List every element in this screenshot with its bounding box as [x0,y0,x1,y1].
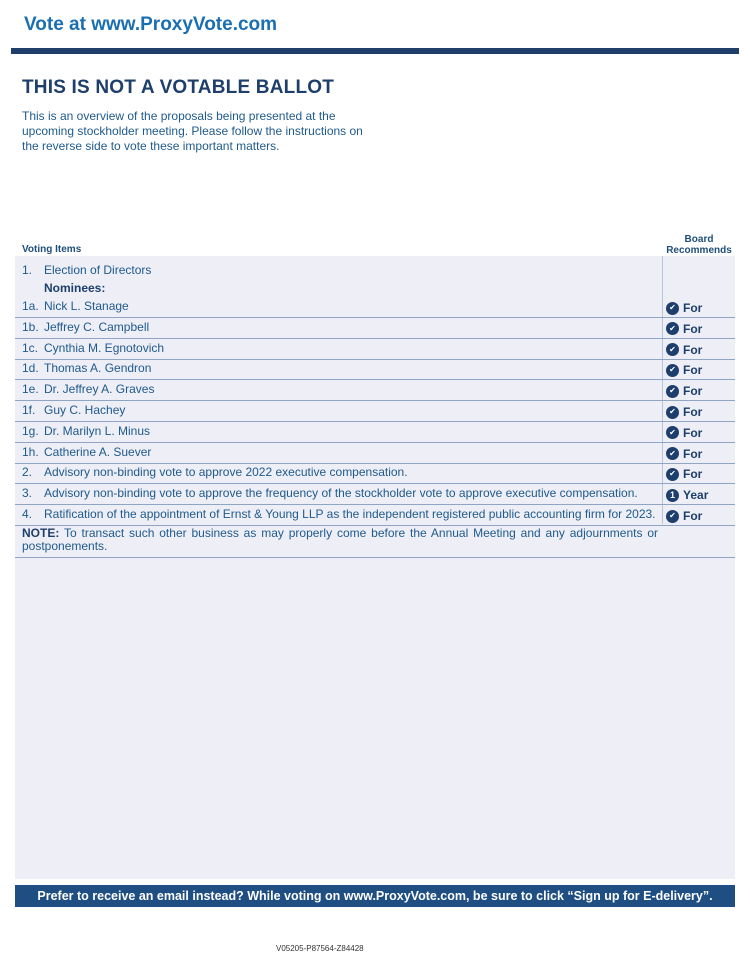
check-circle-icon: ✔ [666,343,679,356]
item-text: Guy C. Hachey [44,403,126,417]
note-label: NOTE: [22,526,60,540]
election-row [15,263,735,279]
intro-paragraph: This is an overview of the proposals being presented at the upcoming stockholder meeting. Please follow the instructions on the reverse side to vote these important matters. [22,109,363,153]
item-number: 1d. [22,361,39,376]
board-recommendation [666,363,702,377]
item-number: 1f. [22,403,36,417]
item-number: 1h. [22,444,39,459]
voting-item-row [15,339,735,360]
check-circle-icon: ✔ [666,447,679,460]
board-recommendation [666,509,702,523]
item-number: 1c. [22,340,39,355]
voting-item-row [15,297,735,318]
board-recommendation [666,343,702,357]
check-circle-icon: ✔ [666,468,679,481]
header-rule [11,48,739,54]
check-circle-icon: ✔ [666,322,679,335]
item-number: 1a. [22,299,39,313]
check-circle-icon: ✔ [666,406,679,419]
item-text: Thomas A. Gendron [44,361,152,376]
note-paragraph [22,527,658,553]
item-text: Dr. Marilyn L. Minus [44,423,151,438]
recommendation-label: For [683,405,703,419]
voting-item-row [15,318,735,339]
item-number: 1. [22,263,33,277]
item-text: Ratification of the appointment of Ernst & Young LLP as the independent registered public accounting firm for 2023. [44,507,656,521]
item-text: Jeffrey C. Campbell [44,319,150,334]
board-recommendation [666,405,702,419]
item-number: 1e. [22,382,39,397]
check-circle-icon: ✔ [666,385,679,398]
nominees-label: Nominees: [44,281,106,295]
item-text: Cynthia M. Egnotovich [44,340,165,355]
board-recommends-header [662,234,736,256]
board-recommendation [666,447,702,461]
board-recommendation [666,467,702,481]
recommendation-label: For [683,342,703,357]
vote-url-heading: Vote at www.ProxyVote.com [24,14,278,35]
check-circle-icon: ✔ [666,364,679,377]
recommendation-label: For [683,467,703,482]
note-text: To transact such other business as may properly come before the Annual Meeting and any adjournments or postponements. [22,526,658,553]
voting-items-header: Voting Items [22,244,82,255]
item-text: Nick L. Stanage [44,299,129,313]
voting-item-row [15,380,735,401]
e-delivery-banner: Prefer to receive an email instead? While voting on www.ProxyVote.com, be sure to click “Sign up for E-delivery”. [15,885,735,907]
one-circle-icon: 1 [666,489,679,502]
item-text: Catherine A. Suever [44,444,152,459]
item-number: 1b. [22,319,39,334]
item-number: 4. [22,507,33,521]
voting-item-row [15,443,735,464]
board-recommendation [666,488,708,502]
recommendation-label: For [683,446,703,461]
item-number: 1g. [22,423,39,438]
note-divider [15,557,735,558]
nominees-row [15,281,735,297]
board-header-line2: Recommends [666,245,732,256]
board-recommendation [666,426,702,440]
voting-item-row [15,422,735,443]
document-code: V05205-P87564-Z84428 [276,944,364,953]
board-recommendation [666,322,702,336]
voting-item-row [15,505,735,526]
board-recommendation [666,384,702,398]
voting-item-row [15,359,735,380]
voting-item-row [15,463,735,484]
recommendation-label: For [683,425,703,440]
voting-item-row [15,484,735,505]
item-text: Dr. Jeffrey A. Graves [44,382,155,397]
recommendation-label: Year [683,488,709,503]
recommendation-label: For [683,363,703,378]
item-text: Election of Directors [44,263,152,277]
recommendation-label: For [683,384,703,399]
item-text: Advisory non-binding vote to approve 2022 executive compensation. [44,465,408,480]
recommendation-label: For [683,509,703,523]
page-title: THIS IS NOT A VOTABLE BALLOT [22,77,335,98]
voting-item-row [15,401,735,422]
recommendation-label: For [683,321,703,336]
item-number: 3. [22,486,33,501]
item-number: 2. [22,465,33,480]
check-circle-icon: ✔ [666,302,679,315]
board-header-line1: Board [684,234,714,245]
item-text: Advisory non-binding vote to approve the frequency of the stockholder vote to approve executive compensation. [44,486,638,501]
check-circle-icon: ✔ [666,510,679,523]
recommendation-label: For [683,301,703,315]
check-circle-icon: ✔ [666,426,679,439]
board-recommendation [666,301,702,315]
